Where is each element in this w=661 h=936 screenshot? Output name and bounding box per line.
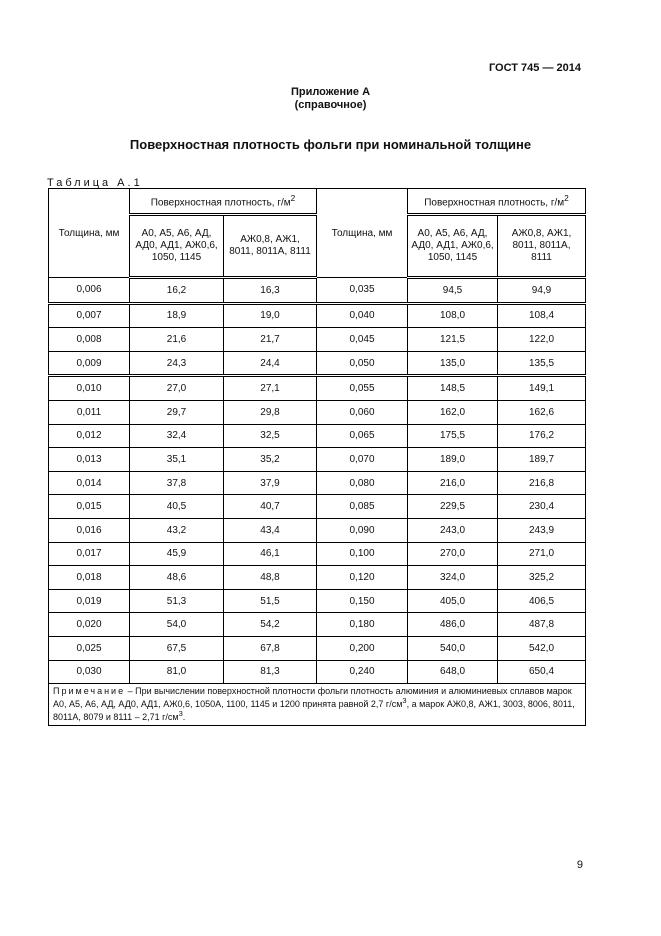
cell-thickness-right: 0,060: [317, 400, 408, 424]
cell-density-g1-left: 51,3: [130, 589, 224, 613]
cell-density-g2-left: 51,5: [224, 589, 317, 613]
page-number: 9: [576, 859, 583, 871]
annex-heading: [0, 86, 661, 112]
cell-thickness-left: 0,018: [49, 566, 130, 590]
cell-density-g1-right: 648,0: [408, 660, 498, 684]
cell-density-g2-right: 243,9: [498, 518, 586, 542]
table-row: [49, 566, 586, 590]
cell-density-g1-right: 486,0: [408, 613, 498, 637]
header-thickness-right: Толщина, мм: [317, 189, 408, 278]
cell-thickness-left: 0,013: [49, 448, 130, 472]
cell-density-g2-right: 650,4: [498, 660, 586, 684]
cell-density-g2-left: 21,7: [224, 328, 317, 352]
cell-density-g1-left: 45,9: [130, 542, 224, 566]
cell-density-g1-left: 27,0: [130, 376, 224, 401]
table-row: [49, 376, 586, 401]
cell-thickness-left: 0,006: [49, 278, 130, 304]
annex-title: Приложение А: [290, 86, 371, 98]
header-alloy-group-1-right: А0, А5, А6, АД, АД0, АД1, АЖ0,6, 1050, 1145: [408, 215, 498, 278]
cell-density-g2-left: 32,5: [224, 424, 317, 448]
cell-density-g1-right: 175,5: [408, 424, 498, 448]
cell-density-g1-left: 32,4: [130, 424, 224, 448]
cell-density-g1-left: 21,6: [130, 328, 224, 352]
cell-thickness-left: 0,015: [49, 495, 130, 519]
cell-density-g2-left: 67,8: [224, 636, 317, 660]
standard-number: ГОСТ 745 — 2014: [488, 62, 581, 74]
cell-density-g2-left: 16,3: [224, 278, 317, 304]
cell-density-g2-left: 54,2: [224, 613, 317, 637]
cell-density-g2-right: 94,9: [498, 278, 586, 304]
cell-density-g2-right: 271,0: [498, 542, 586, 566]
cell-density-g2-right: 406,5: [498, 589, 586, 613]
cell-thickness-right: 0,035: [317, 278, 408, 304]
cell-thickness-left: 0,010: [49, 376, 130, 401]
table-row: [49, 518, 586, 542]
cell-thickness-right: 0,055: [317, 376, 408, 401]
cell-thickness-right: 0,040: [317, 303, 408, 328]
table-row: [49, 471, 586, 495]
cell-density-g2-left: 19,0: [224, 303, 317, 328]
cell-density-g2-left: 40,7: [224, 495, 317, 519]
cell-density-g2-left: 46,1: [224, 542, 317, 566]
note-title: Примечание: [53, 686, 126, 697]
cell-density-g1-left: 24,3: [130, 351, 224, 376]
cell-density-g1-right: 189,0: [408, 448, 498, 472]
cell-thickness-left: 0,011: [49, 400, 130, 424]
cell-density-g1-left: 29,7: [130, 400, 224, 424]
cell-thickness-right: 0,050: [317, 351, 408, 376]
page-title: Поверхностная плотность фольги при номинальной толщине: [129, 137, 532, 152]
cell-density-g1-right: 148,5: [408, 376, 498, 401]
cell-density-g1-left: 40,5: [130, 495, 224, 519]
cell-density-g2-left: 35,2: [224, 448, 317, 472]
cell-density-g1-right: 405,0: [408, 589, 498, 613]
table-row: [49, 660, 586, 684]
cell-density-g1-left: 16,2: [130, 278, 224, 304]
cell-density-g2-right: 325,2: [498, 566, 586, 590]
cell-thickness-right: 0,180: [317, 613, 408, 637]
cell-density-g2-right: 108,4: [498, 303, 586, 328]
cell-density-g1-right: 135,0: [408, 351, 498, 376]
cell-density-g1-right: 121,5: [408, 328, 498, 352]
table-row: [49, 351, 586, 376]
table-note-row: [49, 684, 586, 726]
table-row: [49, 542, 586, 566]
cell-density-g1-right: 540,0: [408, 636, 498, 660]
cell-thickness-left: 0,009: [49, 351, 130, 376]
cell-density-g2-left: 27,1: [224, 376, 317, 401]
header-thickness-left: Толщина, мм: [49, 189, 130, 278]
cell-density-g2-right: 216,8: [498, 471, 586, 495]
cell-density-g1-left: 54,0: [130, 613, 224, 637]
cell-density-g1-right: 243,0: [408, 518, 498, 542]
cell-density-g1-left: 67,5: [130, 636, 224, 660]
cell-density-g1-left: 48,6: [130, 566, 224, 590]
cell-density-g2-left: 29,8: [224, 400, 317, 424]
header-alloy-group-2-left: АЖ0,8, АЖ1, 8011, 8011А, 8111: [224, 215, 317, 278]
cell-density-g1-right: 324,0: [408, 566, 498, 590]
cell-density-g1-left: 35,1: [130, 448, 224, 472]
cell-thickness-left: 0,030: [49, 660, 130, 684]
cell-thickness-right: 0,045: [317, 328, 408, 352]
cell-density-g2-right: 149,1: [498, 376, 586, 401]
table-row: [49, 424, 586, 448]
density-table: [48, 188, 586, 726]
cell-thickness-left: 0,020: [49, 613, 130, 637]
cell-thickness-left: 0,012: [49, 424, 130, 448]
annex-subtitle: (справочное): [294, 99, 367, 111]
table-row: [49, 303, 586, 328]
cell-density-g1-right: 108,0: [408, 303, 498, 328]
header-alloy-group-1-left: А0, А5, А6, АД, АД0, АД1, АЖ0,6, 1050, 1145: [130, 215, 224, 278]
cell-thickness-left: 0,014: [49, 471, 130, 495]
cell-density-g2-right: 487,8: [498, 613, 586, 637]
cell-density-g2-left: 43,4: [224, 518, 317, 542]
table-row: [49, 613, 586, 637]
cell-thickness-left: 0,019: [49, 589, 130, 613]
cell-thickness-right: 0,120: [317, 566, 408, 590]
table-row: [49, 448, 586, 472]
cell-density-g1-right: 270,0: [408, 542, 498, 566]
cell-thickness-right: 0,065: [317, 424, 408, 448]
cell-density-g2-right: 162,6: [498, 400, 586, 424]
table-note: Примечание – При вычислении поверхностной плотности фольги плотность алюминия и алюминиевых сплавов марок А0, А5, А6, АД, АД0, АД1, АЖ0,6, 1050А, 1100, 1145 и 1200 принята равной 2,7 $г/см^3$, а марок АЖ0,8, АЖ1, 3003, 8006, 8011, 8011А, 8079 и 8111 – 2,71 $г/см^3$.: [49, 684, 586, 726]
cell-thickness-left: 0,008: [49, 328, 130, 352]
table-header-row: [49, 189, 586, 215]
cell-density-g2-left: 48,8: [224, 566, 317, 590]
header-alloy-group-2-right: АЖ0,8, АЖ1, 8011, 8011А, 8111: [498, 215, 586, 278]
cell-density-g2-left: 24,4: [224, 351, 317, 376]
cell-density-g2-left: 81,3: [224, 660, 317, 684]
cell-density-g1-right: 216,0: [408, 471, 498, 495]
cell-density-g1-left: 18,9: [130, 303, 224, 328]
cell-density-g1-right: 94,5: [408, 278, 498, 304]
cell-density-g1-left: 81,0: [130, 660, 224, 684]
cell-density-g1-left: 43,2: [130, 518, 224, 542]
cell-density-g2-left: 37,9: [224, 471, 317, 495]
header-density-left: Поверхностная плотность, $г/м^2$: [130, 189, 317, 215]
cell-density-g2-right: 542,0: [498, 636, 586, 660]
cell-thickness-right: 0,080: [317, 471, 408, 495]
cell-thickness-right: 0,150: [317, 589, 408, 613]
table-label: Таблица А.1: [47, 177, 143, 189]
cell-thickness-left: 0,025: [49, 636, 130, 660]
cell-thickness-right: 0,070: [317, 448, 408, 472]
cell-density-g2-right: 230,4: [498, 495, 586, 519]
cell-thickness-right: 0,085: [317, 495, 408, 519]
cell-density-g2-right: 176,2: [498, 424, 586, 448]
cell-density-g1-right: 229,5: [408, 495, 498, 519]
cell-density-g2-right: 135,5: [498, 351, 586, 376]
table-row: [49, 589, 586, 613]
cell-thickness-right: 0,240: [317, 660, 408, 684]
cell-thickness-right: 0,100: [317, 542, 408, 566]
cell-thickness-right: 0,200: [317, 636, 408, 660]
header-density-right: Поверхностная плотность, $г/м^2$: [408, 189, 586, 215]
table-row: [49, 278, 586, 304]
cell-thickness-left: 0,016: [49, 518, 130, 542]
cell-thickness-left: 0,017: [49, 542, 130, 566]
table-row: [49, 328, 586, 352]
table-row: [49, 636, 586, 660]
cell-density-g2-right: 189,7: [498, 448, 586, 472]
cell-density-g1-right: 162,0: [408, 400, 498, 424]
table-row: [49, 495, 586, 519]
cell-density-g2-right: 122,0: [498, 328, 586, 352]
cell-thickness-left: 0,007: [49, 303, 130, 328]
cell-thickness-right: 0,090: [317, 518, 408, 542]
cell-density-g1-left: 37,8: [130, 471, 224, 495]
table-row: [49, 400, 586, 424]
